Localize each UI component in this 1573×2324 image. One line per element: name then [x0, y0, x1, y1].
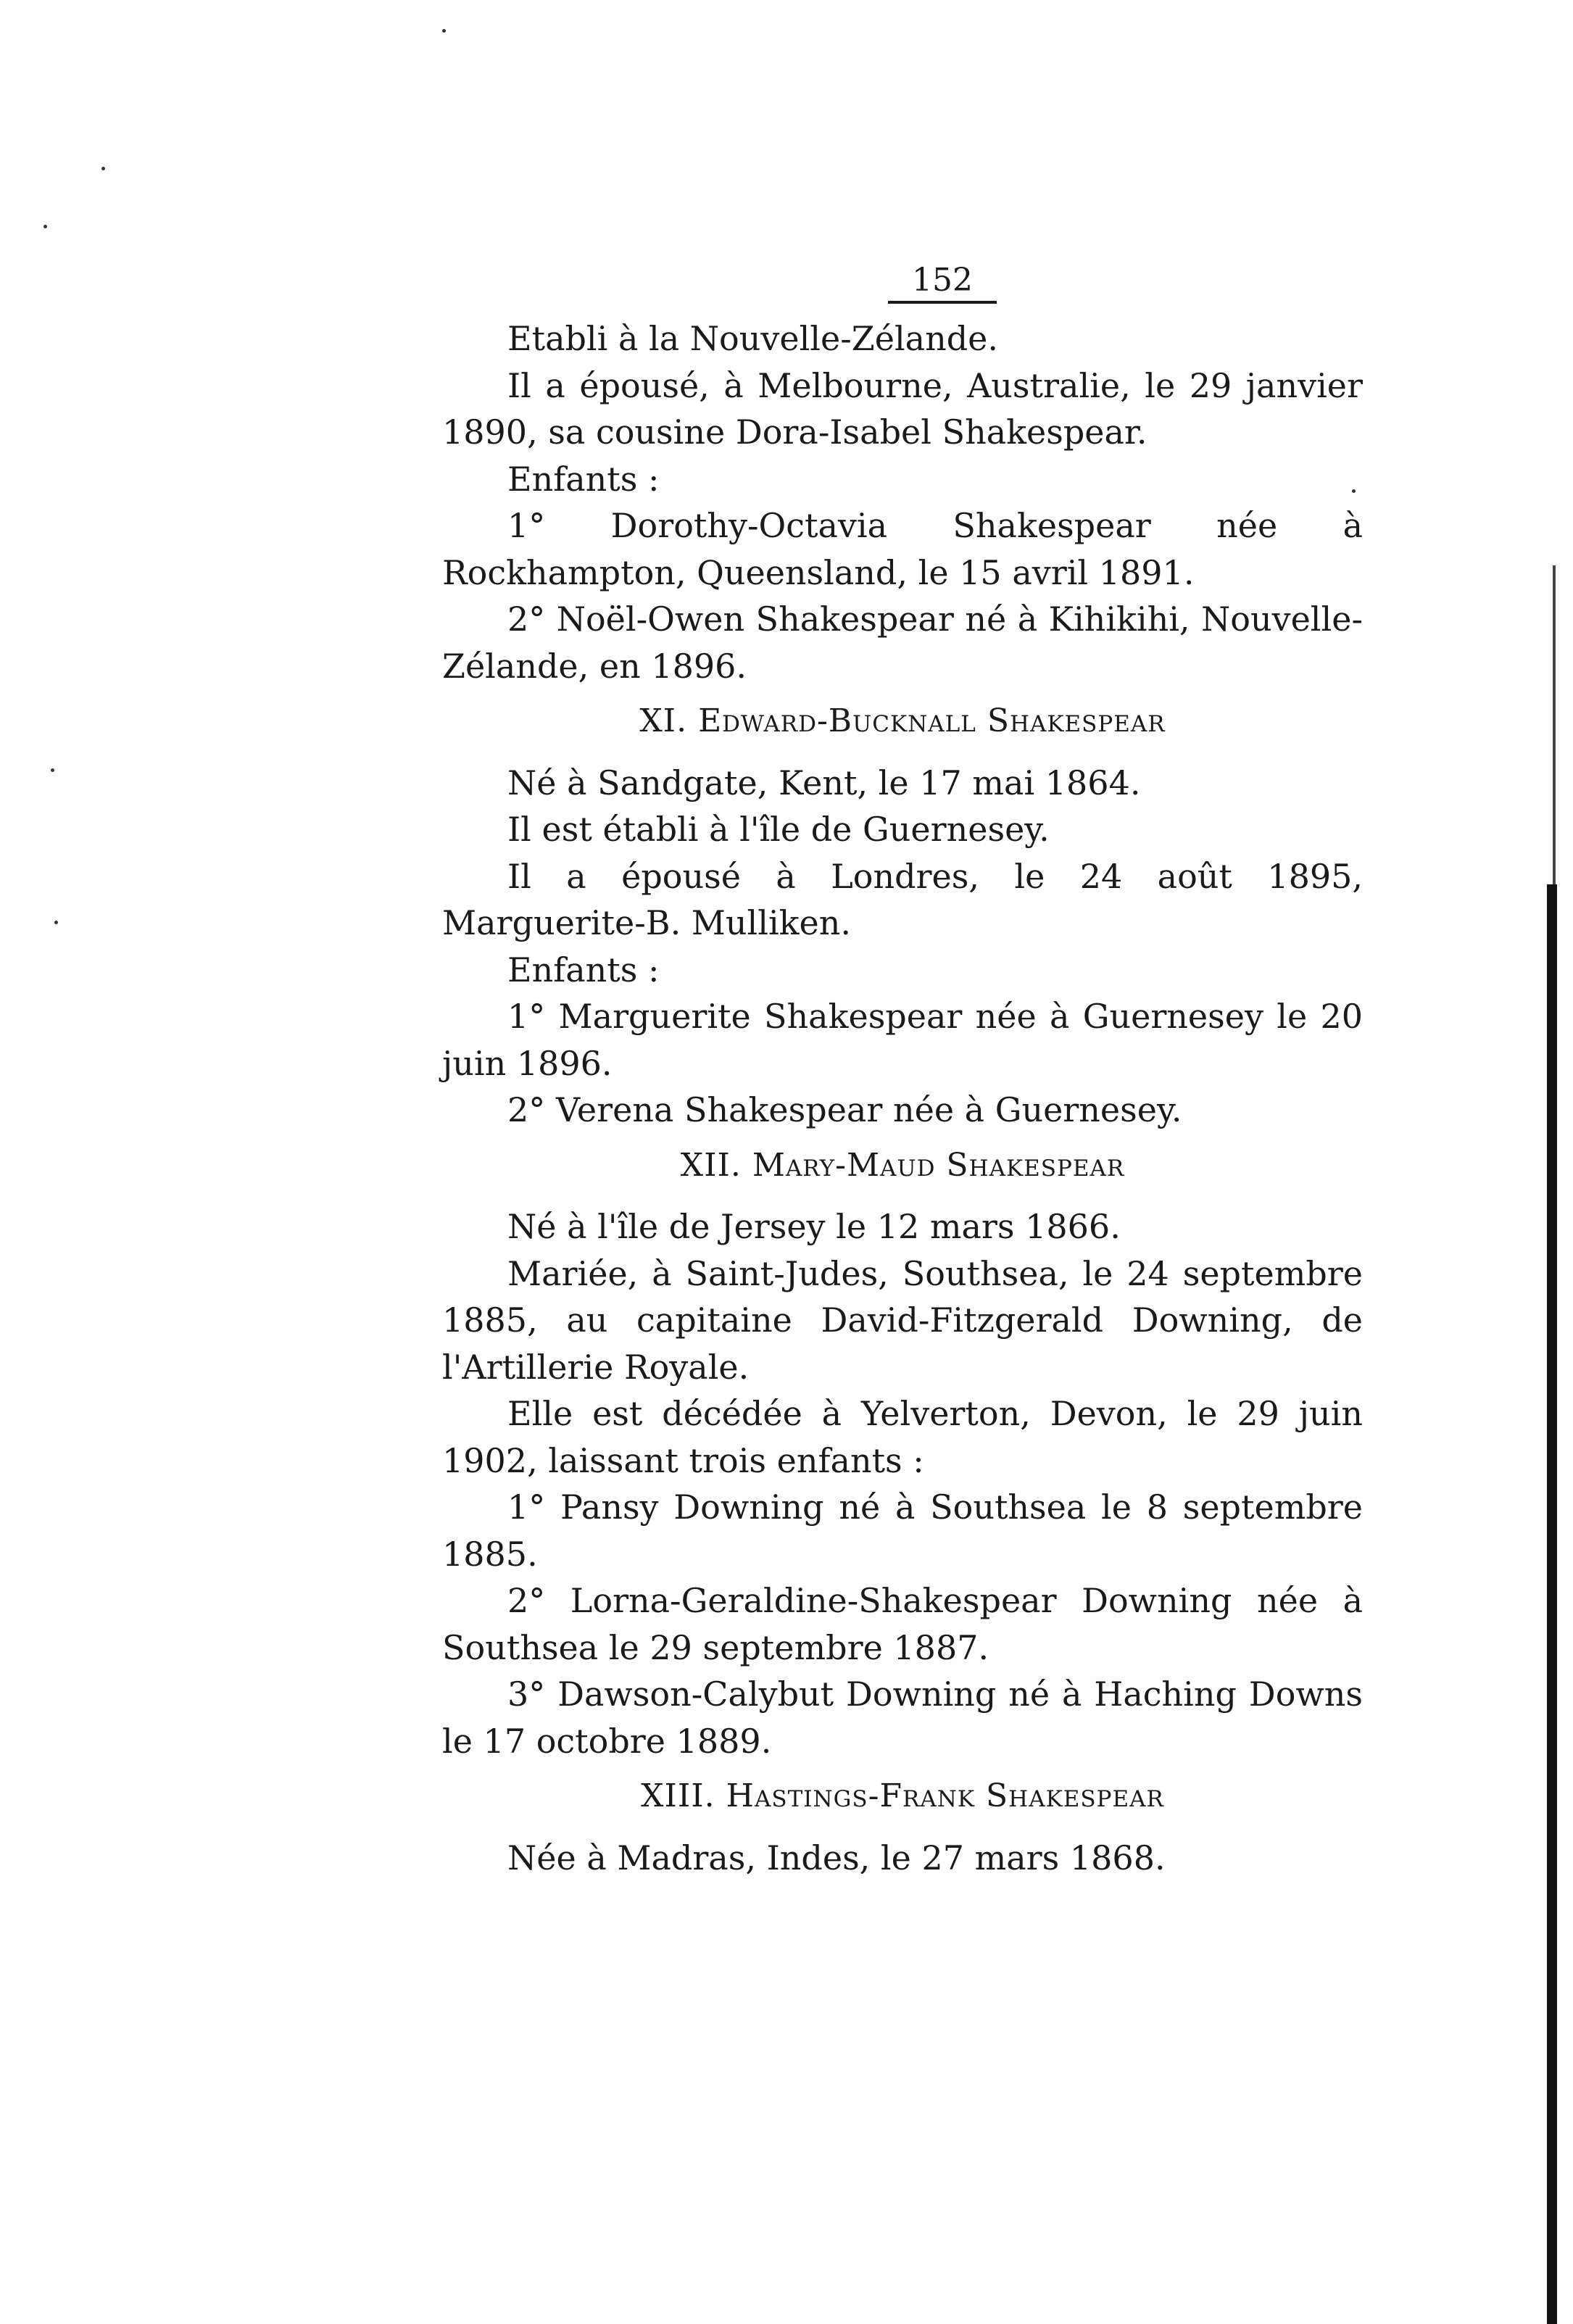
section-numeral: XII. — [680, 1146, 742, 1184]
scan-speck — [54, 921, 58, 924]
page-number: 152 — [912, 262, 973, 299]
paragraph: 2° Noël-Owen Shakespear né à Kihikihi, Nouvelle-Zélande, en 1896. — [442, 599, 1363, 686]
paragraph: 3° Dawson-Calybut Downing né à Haching Downs le 17 octobre 1889. — [442, 1674, 1363, 1761]
section-heading-xi — [442, 698, 1363, 745]
paragraph: Né à Sandgate, Kent, le 17 mai 1864. — [507, 763, 1141, 802]
binding-edge — [1553, 565, 1556, 884]
paragraph: Il a épousé à Londres, le 24 août 1895, Marguerite-B. Mulliken. — [442, 856, 1363, 942]
scan-speck — [442, 29, 446, 33]
scan-speck — [43, 225, 47, 228]
paragraph: 1° Pansy Downing né à Southsea le 8 septembre 1885. — [442, 1487, 1363, 1574]
section-name: Hastings-Frank Shakespear — [726, 1777, 1164, 1814]
paragraph: Il a épousé, à Melbourne, Australie, le 29 janvier 1890, sa cousine Dora-Isabel Shakespear. — [442, 365, 1363, 452]
paragraph: Etabli à la Nouvelle-Zélande. — [507, 319, 998, 358]
scan-speck — [51, 768, 54, 772]
paragraph: Elle est décédée à Yelverton, Devon, le 29 juin 1902, laissant trois enfants : — [442, 1394, 1363, 1480]
paragraph: Il est établi à l'île de Guernesey. — [507, 810, 1050, 849]
paragraph: 2° Verena Shakespear née à Guernesey. — [507, 1090, 1182, 1129]
paragraph: Née à Madras, Indes, le 27 mars 1868. — [507, 1838, 1166, 1877]
scan-speck — [101, 167, 105, 170]
paragraph: 1° Dorothy-Octavia Shakespear née à Rockhampton, Queensland, le 15 avril 1891. — [442, 506, 1363, 592]
paragraph: Mariée, à Saint-Judes, Southsea, le 24 septembre 1885, au capitaine David-Fitzgerald Downing, de l'Artillerie Royale. — [442, 1253, 1363, 1387]
paragraph: Enfants : — [507, 950, 660, 989]
section-heading-xiii — [442, 1773, 1363, 1820]
page-text — [442, 257, 1363, 1881]
paragraph: Enfants : — [507, 459, 660, 499]
section-numeral: XI. — [639, 702, 688, 739]
paragraph: 2° Lorna-Geraldine-Shakespear Downing née à Southsea le 29 septembre 1887. — [442, 1581, 1363, 1667]
paragraph: 1° Marguerite Shakespear née à Guernesey le 20 juin 1896. — [442, 997, 1363, 1083]
paragraph: Né à l'île de Jersey le 12 mars 1866. — [507, 1207, 1121, 1246]
header-rule — [888, 301, 997, 304]
section-name: Edward-Bucknall Shakespear — [698, 702, 1166, 739]
section-heading-xii — [442, 1142, 1363, 1190]
section-numeral: XIII. — [641, 1777, 715, 1814]
binding-shadow — [1547, 884, 1557, 2324]
section-name: Mary-Maud Shakespear — [752, 1146, 1125, 1184]
